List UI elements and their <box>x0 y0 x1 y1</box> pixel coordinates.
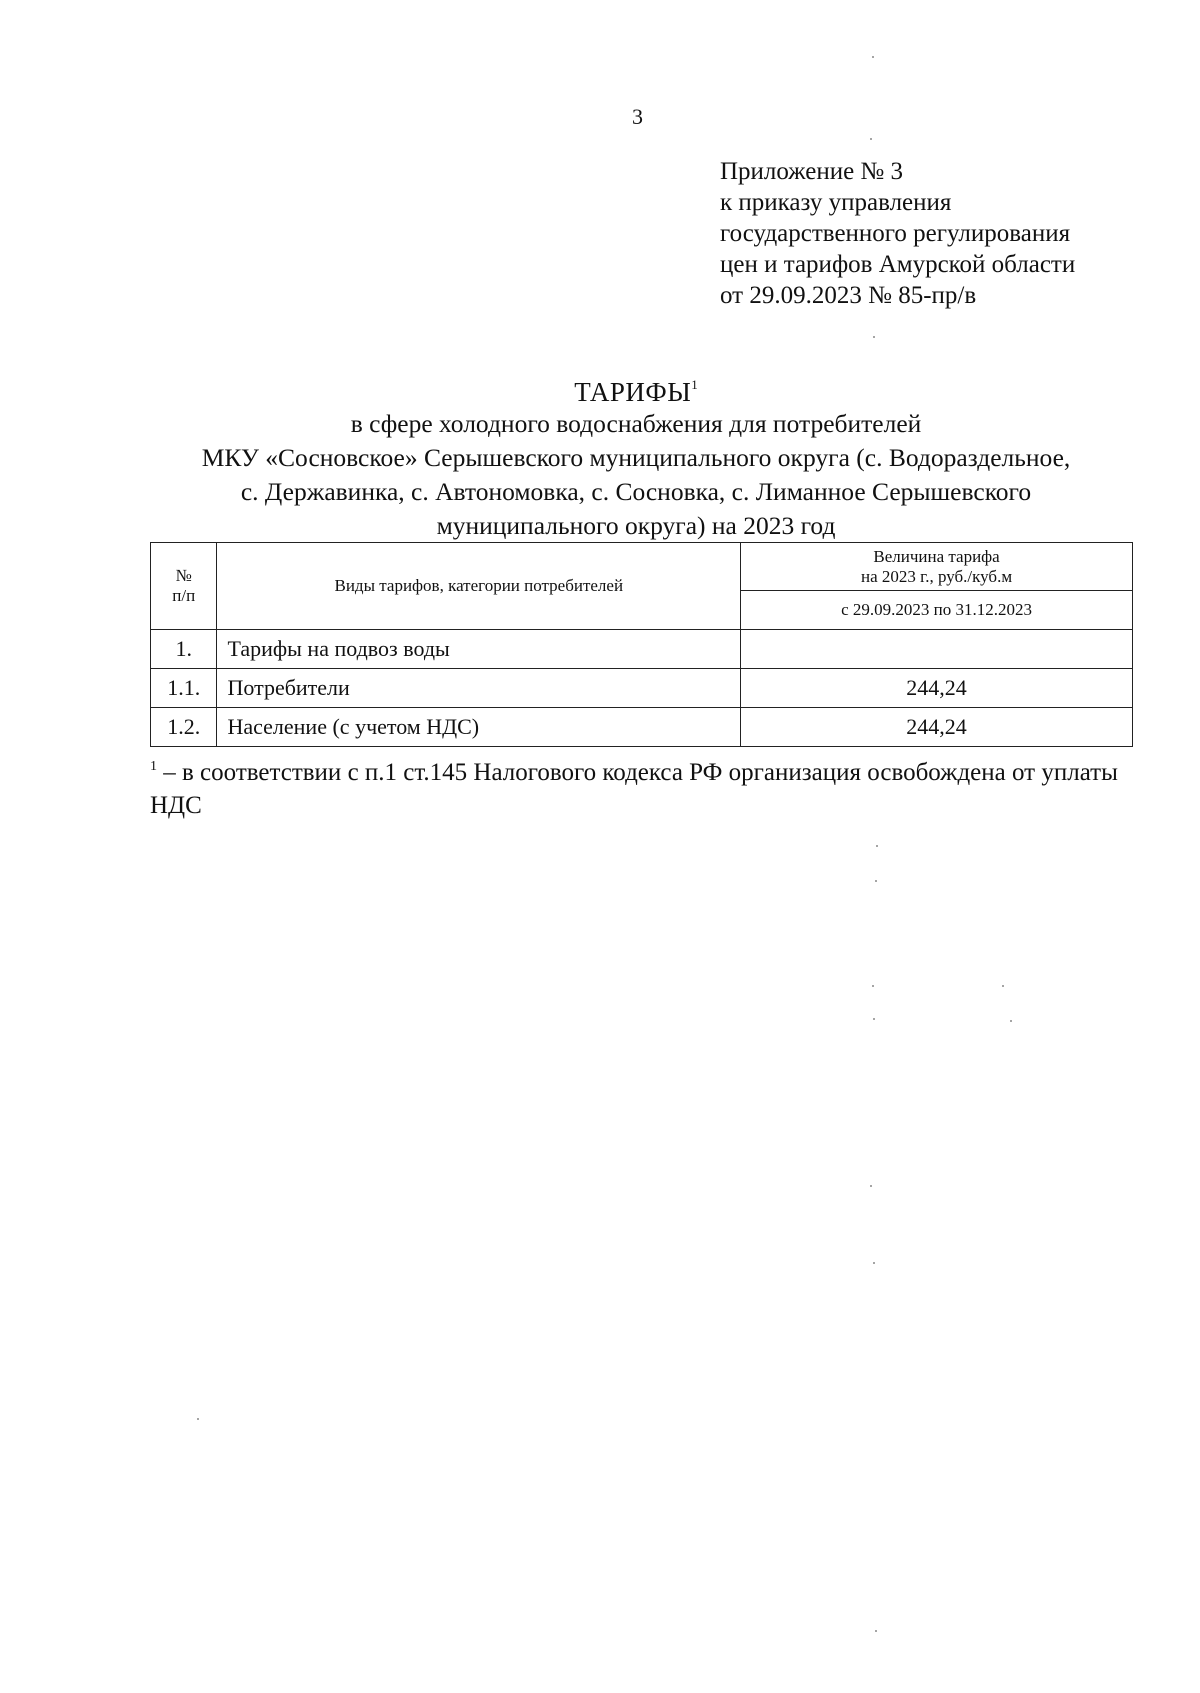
footnote-text: – в соответствии с п.1 ст.145 Налогового кодекса РФ организация освобождена от уплаты НДС <box>150 759 1118 819</box>
footnote-mark: 1 <box>150 759 157 774</box>
appendix-line: от 29.09.2023 № 85-пр/в <box>720 282 977 309</box>
document-subtitle <box>150 407 1122 543</box>
scan-speck <box>1002 985 1004 987</box>
row-number: 1.1. <box>151 669 217 708</box>
header-number-cell <box>151 543 217 630</box>
page-number: 3 <box>632 104 643 129</box>
scan-speck <box>870 1185 872 1187</box>
appendix-line: к приказу управления <box>720 189 952 216</box>
scan-speck <box>1010 1020 1012 1022</box>
subtitle-line: муниципального округа) на 2023 год <box>436 511 836 540</box>
header-value-line2: на 2023 г., руб./куб.м <box>861 566 1013 586</box>
table-row <box>151 630 1133 669</box>
row-value: 244,24 <box>741 669 1133 708</box>
subtitle-line: в сфере холодного водоснабжения для потребителей <box>350 409 922 438</box>
scan-speck <box>872 985 874 987</box>
row-value <box>741 630 1133 669</box>
row-kind: Тарифы на подвоз воды <box>217 630 741 669</box>
subtitle-line: с. Державинка, с. Автономовка, с. Сосновка, с. Лиманное Серышевского <box>240 477 1032 506</box>
title-text: ТАРИФЫ <box>574 377 692 407</box>
header-number-line1: № <box>175 566 192 585</box>
subtitle-line: МКУ «Сосновское» Серышевского муниципального округа (с. Водораздельное, <box>201 443 1071 472</box>
title-footnote-mark: 1 <box>691 377 698 392</box>
scan-speck <box>197 1418 199 1420</box>
header-number-line2: п/п <box>172 586 196 605</box>
tariffs-table <box>150 542 1133 747</box>
table-header-row <box>151 543 1133 591</box>
row-number: 1. <box>151 630 217 669</box>
footnote <box>150 750 1135 822</box>
appendix-line: государственного регулирования <box>720 220 1071 247</box>
header-value-line1: Величина тарифа <box>873 546 1000 566</box>
header-value-cell <box>741 543 1133 591</box>
appendix-line: Приложение № 3 <box>720 158 904 185</box>
table-row <box>151 708 1133 747</box>
scan-speck <box>872 56 874 58</box>
scan-speck <box>870 138 872 140</box>
scan-speck <box>873 1018 875 1020</box>
scan-speck <box>876 845 878 847</box>
row-number: 1.2. <box>151 708 217 747</box>
document-title-block <box>150 369 1122 543</box>
appendix-line: цен и тарифов Амурской области <box>720 251 1076 278</box>
row-value: 244,24 <box>741 708 1133 747</box>
row-kind: Потребители <box>217 669 741 708</box>
scan-speck <box>873 1262 875 1264</box>
row-kind: Население (с учетом НДС) <box>217 708 741 747</box>
scan-speck <box>875 880 877 882</box>
table-row <box>151 669 1133 708</box>
header-kind-cell: Виды тарифов, категории потребителей <box>217 543 741 630</box>
scan-speck <box>873 336 875 338</box>
document-title <box>150 369 1122 408</box>
header-period-cell: с 29.09.2023 по 31.12.2023 <box>741 591 1133 630</box>
appendix-reference <box>720 156 1075 311</box>
scan-speck <box>875 1630 877 1632</box>
